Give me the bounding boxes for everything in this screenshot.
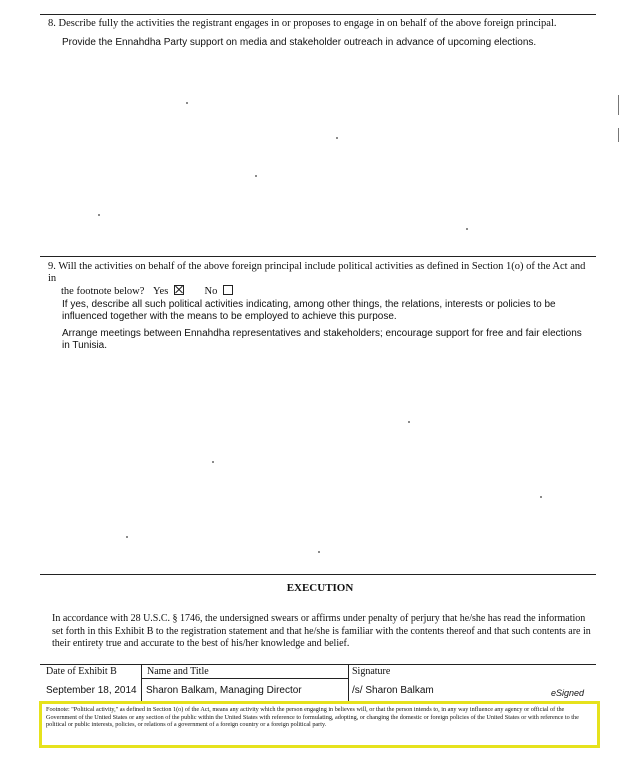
value-name-title: Sharon Balkam, Managing Director xyxy=(146,685,302,696)
footnote: Footnote: "Political activity," as defined in Section 1(o) of the Act, means any activity which the person engaging in believes will, or that the person intends to, in any way influence any agency or official of the Government of the United States or any section of the public within the United States with reference to formulating, adopting, or changing the domestic or foreign policies of the United States or with reference to the political or public interests, policies, or relations of a government of a foreign country or a foreign political party. xyxy=(46,706,579,729)
q9-question xyxy=(48,261,596,298)
scan-speck xyxy=(98,214,100,216)
table-header-underline xyxy=(142,678,348,679)
scan-speck xyxy=(186,102,188,104)
q9-question-line1: Will the activities on behalf of the above foreign principal include political activities as defined in Section 1(o) of the Act and in xyxy=(48,261,586,284)
top-rule xyxy=(40,14,596,15)
q9-number: 9. xyxy=(48,261,56,272)
execution-text: In accordance with 28 U.S.C. § 1746, the undersigned swears or affirms under penalty of perjury that he/she has read the information set forth in this Exhibit B to the registration statement and that he/she is familiar with the contents thereof and that such contents are in their entirety true and accurate to the best of his/her knowledge and belief. xyxy=(52,613,591,649)
table-top-rule xyxy=(40,664,596,665)
esigned-stamp: eSigned xyxy=(551,688,585,698)
q9-instruction: If yes, describe all such political activities indicating, among other things, the relations, interests or policies to be influenced together with the means to be employed to achieve this purpose. xyxy=(62,299,556,322)
scan-mark xyxy=(618,95,619,115)
scan-speck xyxy=(336,137,338,139)
scan-mark xyxy=(618,128,619,142)
table-divider xyxy=(141,664,142,701)
scan-speck xyxy=(126,536,128,538)
header-name-title: Name and Title xyxy=(147,666,209,677)
scan-speck xyxy=(212,461,214,463)
q8-question-text: Describe fully the activities the registrant engages in or proposes to engage in on behalf of the above foreign principal. xyxy=(58,18,557,29)
q9-answer: Arrange meetings between Ennahdha representatives and stakeholders; encourage support for free and fair elections in Tunisia. xyxy=(62,328,582,351)
header-signature: Signature xyxy=(352,666,391,677)
q8-number: 8. xyxy=(48,18,56,29)
scan-speck xyxy=(540,496,542,498)
yes-checkbox[interactable] xyxy=(174,285,184,295)
header-date: Date of Exhibit B xyxy=(46,666,117,677)
value-date: September 18, 2014 xyxy=(46,685,137,696)
execution-rule xyxy=(40,574,596,575)
q9-rule xyxy=(40,256,596,257)
no-checkbox[interactable] xyxy=(223,285,233,295)
scan-speck xyxy=(408,421,410,423)
scan-speck xyxy=(255,175,257,177)
table-divider xyxy=(348,664,349,701)
execution-heading: EXECUTION xyxy=(286,582,354,594)
yes-label: Yes xyxy=(153,286,169,297)
no-label: No xyxy=(204,286,218,297)
q8-answer: Provide the Ennahdha Party support on media and stakeholder outreach in advance of upcoming elections. xyxy=(62,37,537,48)
scan-speck xyxy=(318,551,320,553)
value-signature: /s/ Sharon Balkam xyxy=(352,685,434,696)
scan-speck xyxy=(466,228,468,230)
q9-question-line2: the footnote below? xyxy=(61,286,145,297)
q8-question xyxy=(48,18,596,30)
